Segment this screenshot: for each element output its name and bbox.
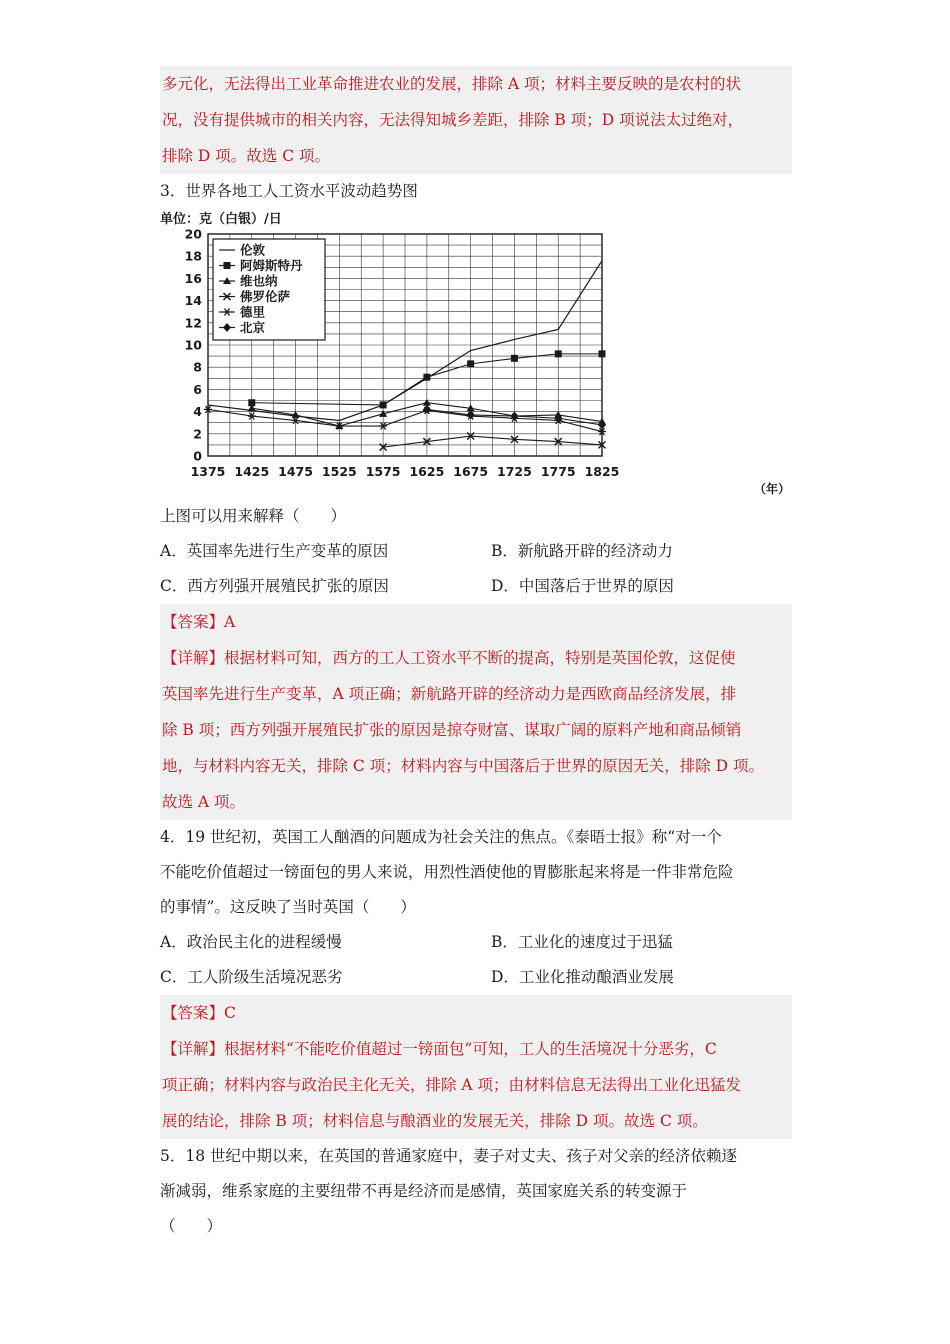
chart-y-tick-label: 4: [193, 404, 202, 420]
chart-x-tick-label: 1825: [584, 464, 620, 479]
q4-option-d[interactable]: D．工业化推动酿酒业发展: [491, 968, 674, 986]
q2-explanation-line: 排除 D 项。故选 C 项。: [162, 147, 330, 165]
chart-data-point: [511, 355, 518, 362]
q4-option-b[interactable]: B．工业化的速度过于迅猛: [491, 933, 673, 951]
chart-x-tick-label: 1775: [540, 464, 576, 479]
chart-y-label: 单位：克（白银）/日: [160, 212, 282, 227]
chart-x-label: （年）: [754, 482, 791, 496]
q4-option-a[interactable]: A．政治民主化的进程缓慢: [160, 933, 342, 951]
chart-x-tick-label: 1675: [453, 464, 489, 479]
q2-explanation-line: 况，没有提供城市的相关内容，无法得知城乡差距，排除 B 项；D 项说法太过绝对，: [162, 111, 744, 129]
chart-y-tick-label: 18: [184, 248, 202, 264]
q4-options-row-1: [160, 925, 792, 960]
chart-data-point: [510, 412, 518, 421]
q3-prompt: 上图可以用来解释（ ）: [160, 507, 347, 525]
chart-data-point: [555, 350, 562, 357]
chart-x-tick-label: 1425: [234, 464, 270, 479]
q4-stem-line: 4．19 世纪初，英国工人酗酒的问题成为社会关注的焦点。《泰晤士报》称“对一个: [160, 828, 722, 846]
chart-y-tick-label: 6: [193, 381, 202, 397]
chart-data-point: [467, 360, 474, 367]
q4-answer-block: [160, 995, 792, 1139]
chart-y-tick-label: 14: [184, 293, 202, 309]
q3-stem: 3．世界各地工人工资水平波动趋势图: [160, 182, 418, 200]
chart-data-point: [423, 405, 431, 414]
chart-legend-marker: [224, 262, 231, 269]
q3-explanation-line: 故选 A 项。: [162, 793, 246, 811]
chart-x-tick-label: 1725: [497, 464, 532, 479]
q4-stem-line: 不能吃价值超过一镑面包的男人来说，用烈性酒使他的胃膨胀起来将是一件非常危险: [160, 863, 734, 881]
chart-x-tick-label: 1525: [321, 464, 357, 479]
wage-chart: [160, 209, 792, 499]
chart-legend-label: 德里: [240, 304, 266, 320]
q3-options-row-1: [160, 534, 792, 569]
q3-answer-block: [160, 604, 792, 820]
chart-data-point: [598, 420, 606, 429]
q2-explanation: [160, 66, 792, 174]
chart-data-point: [423, 374, 430, 381]
q5-stem-line: （ ）: [160, 1217, 223, 1235]
q4-explanation-line: 【详解】根据材料“不能吃价值超过一镑面包”可知，工人的生活境况十分恶劣，C: [162, 1040, 717, 1058]
chart-data-point: [599, 350, 606, 357]
chart-y-tick-label: 8: [193, 359, 202, 375]
wage-chart-svg: [160, 209, 792, 499]
q3-explanation-line: 地，与材料内容无关，排除 C 项；材料内容与中国落后于世界的原因无关，排除 D 项。: [162, 757, 764, 775]
q4-explanation-line: 项正确；材料内容与政治民主化无关，排除 A 项；由材料信息无法得出工业化迅猛发: [162, 1076, 742, 1094]
q5-stem-line: 5．18 世纪中期以来，在英国的普通家庭中，妻子对丈夫、孩子对父亲的经济依赖逐: [160, 1147, 738, 1165]
chart-y-tick-label: 12: [184, 315, 202, 331]
document-page: [160, 66, 792, 1244]
chart-y-tick-label: 20: [184, 226, 202, 242]
q3-option-c[interactable]: C．西方列强开展殖民扩张的原因: [160, 577, 389, 595]
q4-stem-line: 的事情”。这反映了当时英国（ ）: [160, 898, 416, 916]
q3-options-row-2: [160, 569, 792, 604]
q4-option-c[interactable]: C．工人阶级生活境况恶劣: [160, 968, 343, 986]
chart-legend-label: 维也纳: [240, 273, 278, 289]
q4-explanation-line: 展的结论，排除 B 项；材料信息与酿酒业的发展无关，排除 D 项。故选 C 项。: [162, 1112, 708, 1130]
q3-option-d[interactable]: D．中国落后于世界的原因: [491, 577, 674, 595]
q3-explanation-line: 英国率先进行生产变革，A 项正确；新航路开辟的经济动力是西欧商品经济发展，排: [162, 685, 737, 703]
chart-x-tick-label: 1625: [409, 464, 445, 479]
chart-y-tick-label: 0: [193, 448, 202, 464]
q3-explanation-line: 除 B 项；西方列强开展殖民扩张的原因是掠夺财富、谋取广阔的原料产地和商品倾销: [162, 721, 742, 739]
q2-explanation-line: 多元化，无法得出工业革命推进农业的发展，排除 A 项；材料主要反映的是农村的状: [162, 75, 742, 93]
q4-answer: 【答案】C: [162, 1004, 236, 1022]
chart-legend-label: 阿姆斯特丹: [240, 258, 303, 273]
chart-legend-label: 佛罗伦萨: [240, 289, 291, 304]
chart-x-tick-label: 1475: [278, 464, 313, 479]
q3-option-b[interactable]: B．新航路开辟的经济动力: [491, 542, 673, 560]
q4-options-row-2: [160, 960, 792, 995]
chart-legend-label: 北京: [240, 320, 266, 335]
chart-y-tick-label: 2: [193, 426, 202, 442]
q3-answer: 【答案】A: [162, 613, 236, 631]
q3-explanation-line: 【详解】根据材料可知，西方的工人工资水平不断的提高，特别是英国伦敦，这促使: [162, 649, 736, 667]
q5-stem-line: 渐减弱，维系家庭的主要纽带不再是经济而是感情，英国家庭关系的转变源于: [160, 1182, 688, 1200]
q3-option-a[interactable]: A．英国率先进行生产变革的原因: [160, 542, 389, 560]
chart-x-tick-label: 1575: [365, 464, 401, 479]
chart-data-point: [380, 401, 387, 408]
chart-y-tick-label: 10: [184, 337, 202, 353]
chart-y-tick-label: 16: [184, 270, 202, 286]
chart-x-tick-label: 1375: [190, 464, 226, 479]
chart-legend-label: 伦敦: [240, 242, 266, 258]
chart-data-point: [423, 399, 431, 406]
